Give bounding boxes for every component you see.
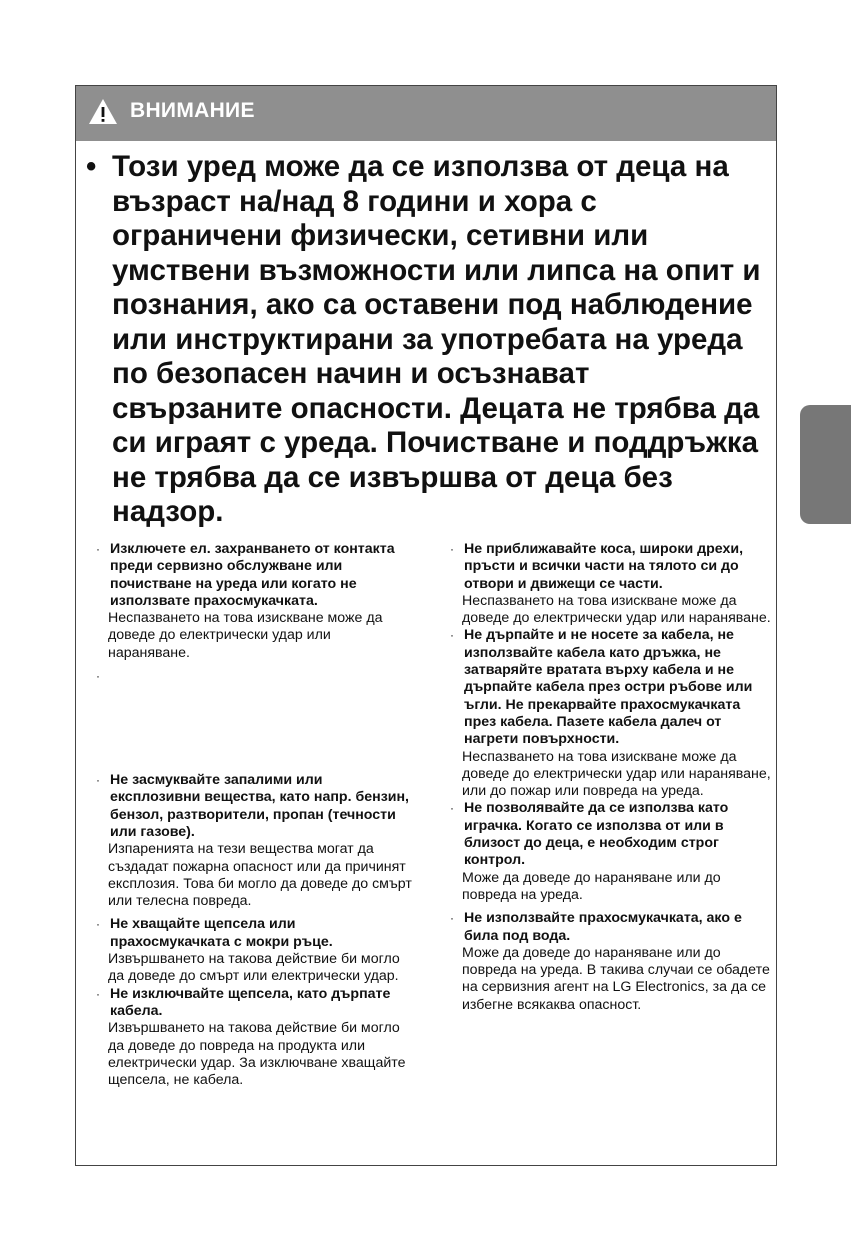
item-bullet: · — [450, 801, 454, 816]
list-item — [96, 772, 416, 910]
list-item — [450, 800, 776, 904]
main-warning — [86, 150, 766, 530]
warning-triangle-icon — [88, 98, 118, 125]
item-heading: Не засмуквайте запалими или експлозивни вещества, като напр. бензин, бензол, разтворители, пропан (течности или газове). — [110, 772, 409, 840]
item-bullet: · — [96, 986, 100, 1001]
item-heading: Изключете ел. захранването от контакта преди сервизно обслужване или почистване на уреда или когато не използвате прахосмукачката. — [110, 541, 395, 609]
list-item — [450, 627, 776, 800]
warning-header — [76, 86, 776, 141]
list-item — [450, 910, 776, 1014]
list-item — [96, 916, 416, 985]
warning-box — [75, 85, 777, 1166]
list-item — [96, 541, 416, 662]
left-column — [96, 541, 416, 1089]
item-heading: Не дърпайте и не носете за кабела, не използвайте кабела като дръжка, не затваряйте вратата върху кабела и не дърпайте кабела през остри ръбове или ъгли. Не прекарвайте прахосмукачката през кабела. Пазете кабела далеч от нагрети повърхности. — [464, 627, 753, 748]
main-warning-bullet: • — [86, 150, 97, 183]
item-bullet: · — [96, 773, 100, 788]
item-description: Неспазването на това изискване може да доведе до електрически удар или нараняване. — [108, 610, 383, 661]
item-bullet: · — [450, 911, 454, 926]
item-heading: Не приближавайте коса, широки дрехи, пръсти и всички части на тялото си до отвори и движещи се части. — [464, 541, 744, 592]
item-description: Може да доведе до нараняване или до повреда на уреда. — [462, 869, 721, 903]
item-description: Извършването на такова действие би могло да доведе до смърт или електрически удар. — [108, 951, 400, 985]
item-heading: Не използвайте прахосмукачката, ако е била под вода. — [464, 910, 742, 944]
item-bullet: · — [96, 542, 100, 556]
list-item — [450, 541, 776, 627]
item-heading: Не хващайте щепсела или прахосмукачката с мокри ръце. — [110, 916, 333, 950]
item-bullet: · — [96, 917, 100, 932]
item-bullet: · — [450, 628, 454, 643]
item-description: Неспазването на това изискване може да доведе до електрически удар или нараняване. — [462, 592, 771, 627]
item-bullet: · — [96, 669, 100, 684]
item-description: Изпаренията на тези вещества могат да създадат пожарна опасност или да причинят експлозия. Това би могло да доведе до смърт или телесна повреда. — [108, 841, 412, 910]
warning-title: ВНИМАНИЕ — [130, 99, 255, 122]
item-description: Може да доведе до нараняване или до повреда на уреда. В такива случаи се обадете на сервизния агент на LG Electronics, за да се избегне всякаква опасност. — [462, 944, 770, 1013]
item-description: Неспазването на това изискване може да доведе до електрически удар или нараняване, или до пожар или повреда на уреда. — [462, 748, 771, 800]
list-item — [96, 986, 416, 1090]
right-column — [450, 541, 776, 1014]
item-heading: Не изключвайте щепсела, като дърпате кабела. — [110, 985, 391, 1019]
list-item — [96, 668, 416, 772]
item-description: Извършването на такова действие би могло да доведе до повреда на продукта или електрически удар. За изключване хващайте щепсела, не кабела. — [108, 1020, 406, 1089]
item-bullet: · — [450, 542, 454, 556]
item-heading: Не позволявайте да се използва като играчка. Когато се използва от или в близост до деца, е необходим строг контрол. — [464, 800, 729, 869]
side-tab — [800, 405, 851, 524]
main-warning-text: Този уред може да се използва от деца на възраст на/над 8 години и хора с ограничени физически, сетивни или умствени възможности или липса на опит и познания, ако са оставени под наблюдение или инструктирани за употребата на уреда по безопасен начин и осъзнават свързаните опасности. Децата не трябва да си играят с уреда. Почистване и поддръжка не трябва да се извършва от деца без надзор. — [112, 150, 761, 528]
